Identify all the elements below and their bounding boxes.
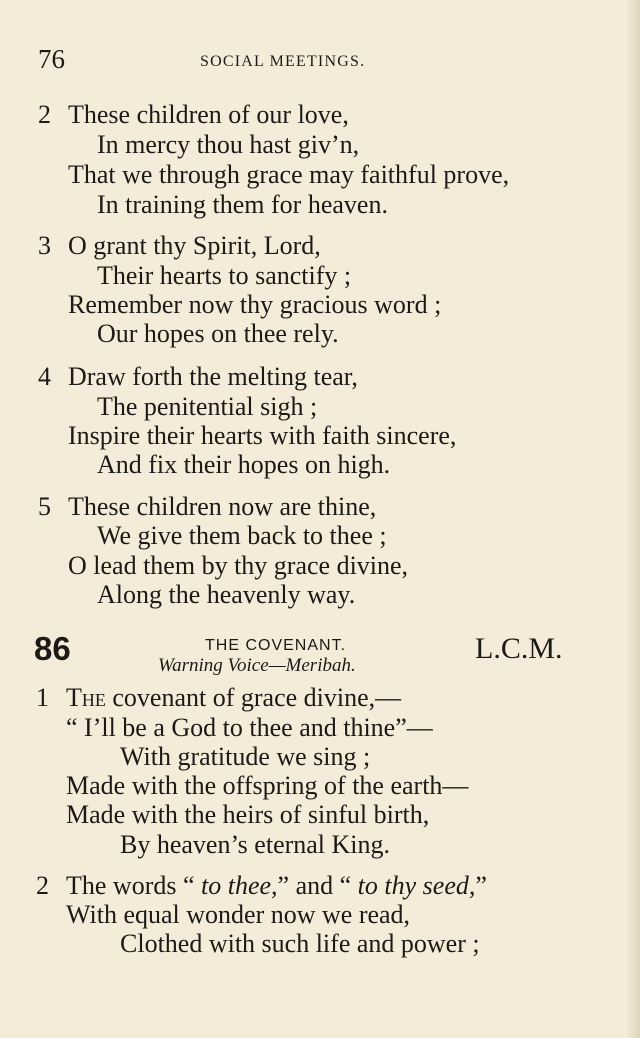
stanza-number: 4 [38, 362, 51, 391]
verse-line [66, 683, 401, 713]
verse-line [66, 871, 487, 901]
hymn-number: 86 [34, 630, 71, 667]
drop-word: The [66, 683, 106, 712]
page-header [38, 44, 598, 78]
verse-line-rest: covenant of grace divine,— [105, 683, 402, 712]
verse-line: Remember now thy gracious word ; [68, 290, 442, 319]
italic-phrase: to thee, [201, 871, 278, 900]
verse-line: Our hopes on thee rely. [97, 319, 339, 348]
verse-line: Their hearts to sanctify ; [97, 261, 352, 290]
verse-line: Made with the heirs of sinful birth, [66, 800, 430, 829]
verse-line: And fix their hopes on high. [97, 450, 391, 479]
hymn-title: THE COVENANT. [205, 637, 347, 654]
verse-line: These children now are thine, [68, 492, 377, 521]
italic-phrase: to thy seed, [357, 871, 476, 900]
verse-line: Clothed with such life and power ; [120, 929, 480, 958]
verse-line: Inspire their hearts with faith sincere, [68, 421, 457, 450]
verse-line: In training them for heaven. [97, 190, 388, 219]
verse-line: With equal wonder now we read, [66, 900, 411, 929]
page-number: 76 [38, 44, 65, 74]
stanza-number: 3 [38, 231, 51, 260]
text-fragment: ” and “ [277, 871, 358, 900]
verse-line: We give them back to thee ; [97, 521, 387, 550]
verse-line: In mercy thou hast giv’n, [97, 130, 360, 159]
hymn-tune: Warning Voice—Meribah. [158, 655, 356, 676]
verse-line: That we through grace may faithful prove, [68, 160, 510, 189]
text-fragment: ” [475, 871, 487, 900]
stanza-number: 5 [38, 492, 51, 521]
stanza-number: 1 [36, 683, 49, 712]
running-head: SOCIAL MEETINGS. [200, 53, 366, 70]
page-edge-shadow [626, 0, 640, 1038]
stanza-number: 2 [36, 871, 49, 900]
verse-line: Draw forth the melting tear, [68, 362, 358, 391]
verse-line: By heaven’s eternal King. [120, 830, 391, 859]
verse-line: O lead them by thy grace divine, [68, 551, 409, 580]
verse-line: With gratitude we sing ; [120, 742, 371, 771]
verse-line: Along the heavenly way. [97, 580, 356, 609]
hymn-meter: L.C.M. [475, 632, 563, 665]
verse-line: Made with the offspring of the earth— [66, 771, 469, 800]
text-fragment: The words “ [66, 871, 202, 900]
stanza-number: 2 [38, 100, 51, 129]
verse-line: These children of our love, [68, 100, 349, 129]
verse-line: O grant thy Spirit, Lord, [68, 231, 321, 260]
verse-line: The penitential sigh ; [97, 392, 318, 421]
verse-line: “ I’ll be a God to thee and thine”— [66, 713, 433, 742]
